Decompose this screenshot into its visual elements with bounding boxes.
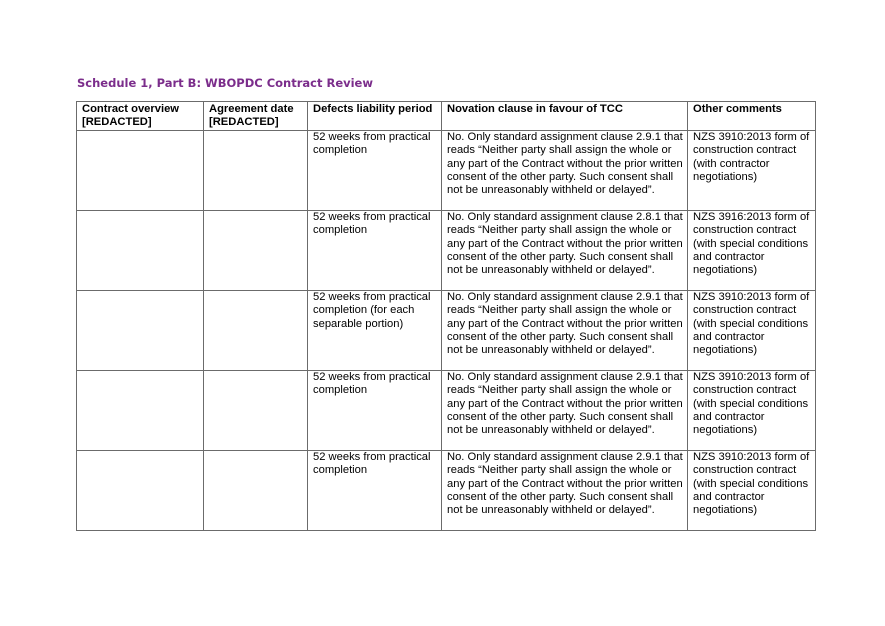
table-row	[77, 291, 816, 371]
cell-defects-liability-period: 52 weeks from practical completion	[308, 211, 442, 291]
schedule-heading: Schedule 1, Part B: WBOPDC Contract Review	[77, 76, 373, 90]
header-defects-liability-period: Defects liability period	[308, 102, 442, 131]
cell-defects-liability-period: 52 weeks from practical completion	[308, 371, 442, 451]
cell-defects-liability-period: 52 weeks from practical completion	[308, 451, 442, 531]
cell-contract-overview	[77, 131, 204, 211]
cell-other-comments: NZS 3910:2013 form of construction contract (with contractor negotiations)	[688, 131, 816, 211]
cell-contract-overview	[77, 371, 204, 451]
cell-other-comments: NZS 3910:2013 form of construction contract (with special conditions and contractor negotiations)	[688, 291, 816, 371]
cell-defects-liability-period: 52 weeks from practical completion	[308, 131, 442, 211]
cell-agreement-date	[204, 131, 308, 211]
header-other-comments: Other comments	[688, 102, 816, 131]
cell-agreement-date	[204, 451, 308, 531]
cell-other-comments: NZS 3910:2013 form of construction contract (with special conditions and contractor negotiations)	[688, 451, 816, 531]
header-novation-clause: Novation clause in favour of TCC	[442, 102, 688, 131]
table-row	[77, 371, 816, 451]
cell-novation-clause: No. Only standard assignment clause 2.9.1 that reads “Neither party shall assign the whole or any part of the Contract without the prior written consent of the other party. Such consent shall not be unreasonably withheld or delayed”.	[442, 371, 688, 451]
header-contract-overview: Contract overview [REDACTED]	[77, 102, 204, 131]
table-header-row	[77, 102, 816, 131]
header-agreement-date: Agreement date [REDACTED]	[204, 102, 308, 131]
cell-other-comments: NZS 3910:2013 form of construction contract (with special conditions and contractor negotiations)	[688, 371, 816, 451]
cell-contract-overview	[77, 291, 204, 371]
table-row	[77, 131, 816, 211]
cell-novation-clause: No. Only standard assignment clause 2.8.1 that reads “Neither party shall assign the whole or any part of the Contract without the prior written consent of the other party. Such consent shall not be unreasonably withheld or delayed”.	[442, 211, 688, 291]
cell-novation-clause: No. Only standard assignment clause 2.9.1 that reads “Neither party shall assign the whole or any part of the Contract without the prior written consent of the other party. Such consent shall not be unreasonably withheld or delayed”.	[442, 291, 688, 371]
contract-review-table	[76, 101, 816, 531]
table-row	[77, 451, 816, 531]
cell-defects-liability-period: 52 weeks from practical completion (for each separable portion)	[308, 291, 442, 371]
cell-other-comments: NZS 3916:2013 form of construction contract (with special conditions and contractor negotiations)	[688, 211, 816, 291]
table-row	[77, 211, 816, 291]
cell-novation-clause: No. Only standard assignment clause 2.9.1 that reads “Neither party shall assign the whole or any part of the Contract without the prior written consent of the other party. Such consent shall not be unreasonably withheld or delayed”.	[442, 451, 688, 531]
cell-contract-overview	[77, 211, 204, 291]
cell-contract-overview	[77, 451, 204, 531]
cell-agreement-date	[204, 291, 308, 371]
cell-agreement-date	[204, 211, 308, 291]
cell-agreement-date	[204, 371, 308, 451]
cell-novation-clause: No. Only standard assignment clause 2.9.1 that reads “Neither party shall assign the whole or any part of the Contract without the prior written consent of the other party. Such consent shall not be unreasonably withheld or delayed”.	[442, 131, 688, 211]
